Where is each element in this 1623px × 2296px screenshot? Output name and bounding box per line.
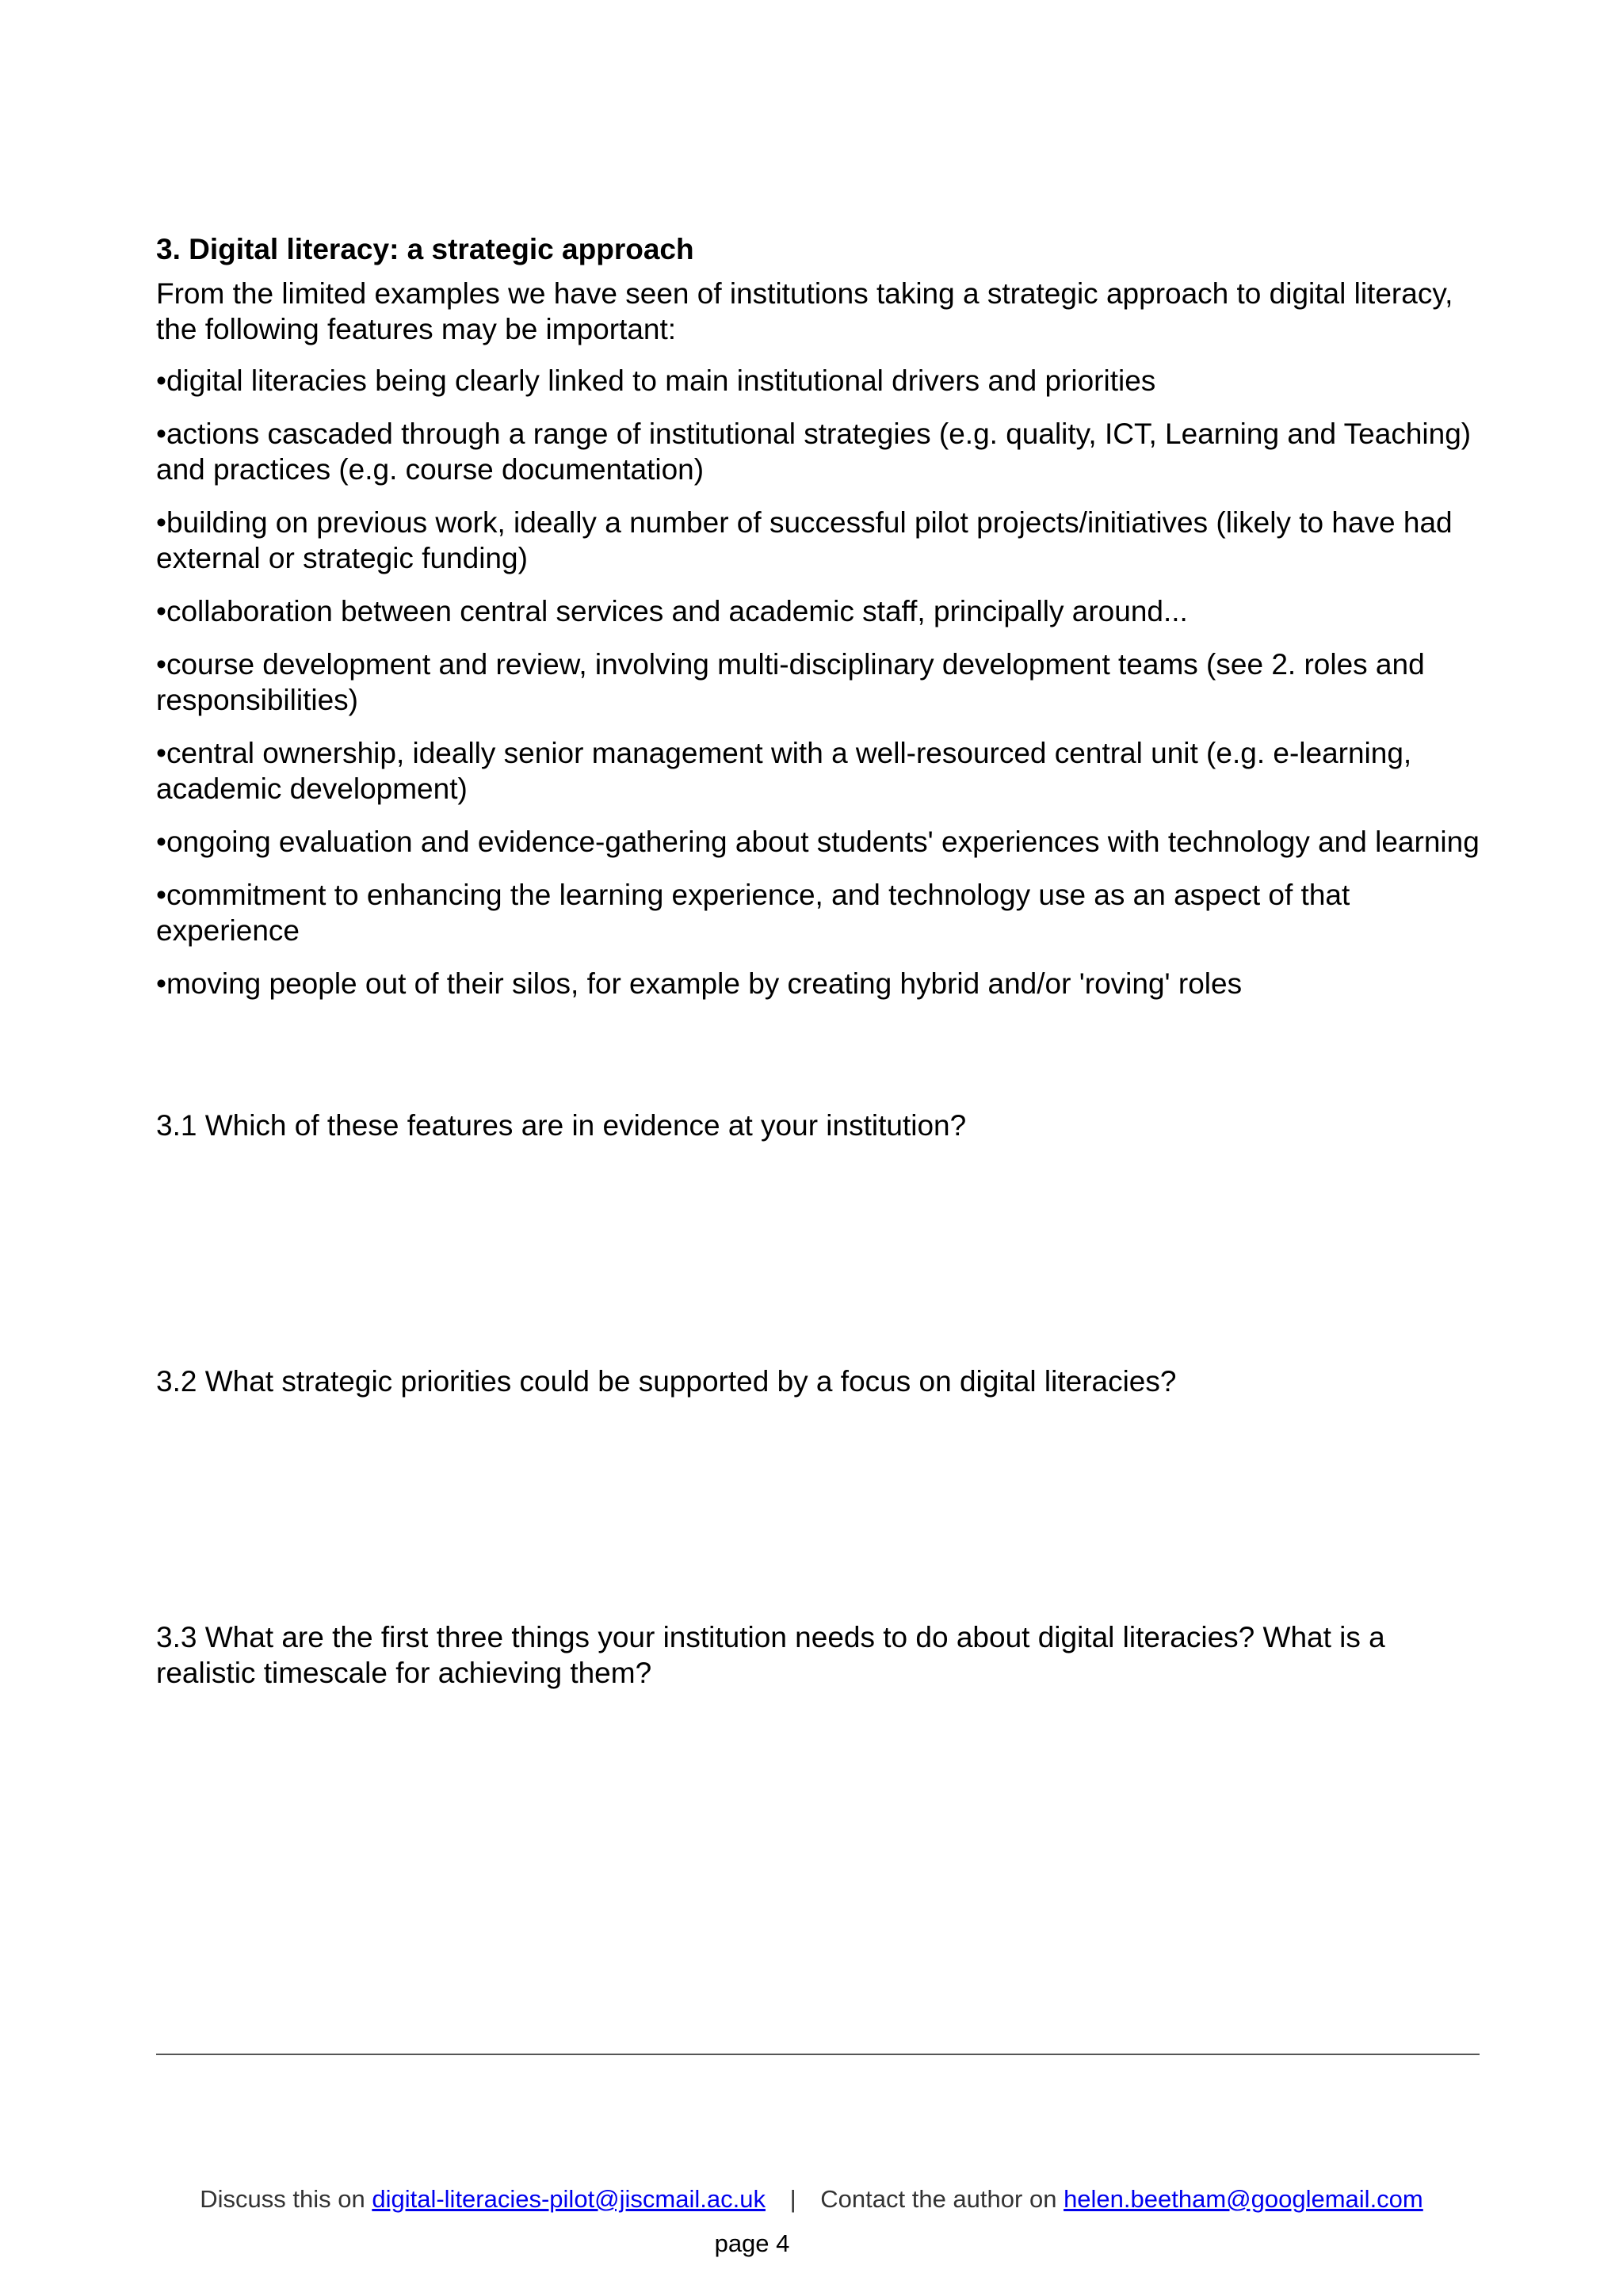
list-item-text: building on previous work, ideally a number of successful pilot projects/initiatives (likely to have had external or strategic funding) [156,506,1453,574]
list-item-text: actions cascaded through a range of institutional strategies (e.g. quality, ICT, Learning and Teaching) and practices (e.g. course documentation) [156,418,1472,486]
footer-separator: | [789,2185,796,2213]
question-3-3: 3.3 What are the first three things your institution needs to do about digital literacies? What is a realistic timescale for achieving them? [156,1621,1385,1689]
list-item [156,824,1487,860]
list-item [156,593,1487,629]
list-item [156,416,1487,487]
bullet-icon: • [156,506,166,539]
list-item-text: ongoing evaluation and evidence-gathering about students' experiences with technology and learning [166,826,1480,858]
bullet-icon: • [156,418,166,450]
list-item-text: central ownership, ideally senior management with a well-resourced central unit (e.g. e-learning, academic development) [156,737,1412,805]
discuss-prefix: Discuss this on [200,2185,365,2213]
list-item [156,646,1487,718]
bullet-icon: • [156,364,166,397]
list-item [156,966,1487,1001]
contact-prefix: Contact the author on [820,2185,1057,2213]
footer-contact [0,2183,1623,2215]
bullet-icon: • [156,648,166,681]
footer-divider [156,2054,1480,2055]
intro-paragraph: From the limited examples we have seen of institutions taking a strategic approach to digital literacy, the following features may be important: [156,277,1453,345]
bullet-icon: • [156,595,166,627]
list-item-text: digital literacies being clearly linked to main institutional drivers and priorities [166,364,1156,397]
bullet-icon: • [156,737,166,769]
list-item-text: course development and review, involving multi-disciplinary development teams (see 2. roles and responsibilities) [156,648,1425,716]
list-item [156,877,1487,948]
features-list [156,363,1487,1001]
bullet-icon: • [156,879,166,911]
question-3-2: 3.2 What strategic priorities could be supported by a focus on digital literacies? [156,1365,1177,1398]
document-body [156,230,1487,1689]
list-item-text: collaboration between central services and academic staff, principally around... [166,595,1188,627]
section-heading: 3. Digital literacy: a strategic approach [156,233,694,265]
page-number [0,2228,1623,2260]
list-item [156,735,1487,807]
list-item [156,505,1487,576]
bullet-icon: • [156,967,166,1000]
question-3-1: 3.1 Which of these features are in evidence at your institution? [156,1109,967,1142]
page-number-label: page 4 [714,2229,790,2257]
contact-email-link[interactable]: helen.beetham@googlemail.com [1064,2185,1423,2213]
discuss-email-link[interactable]: digital-literacies-pilot@jiscmail.ac.uk [372,2185,766,2213]
list-item-text: commitment to enhancing the learning experience, and technology use as an aspect of that experience [156,879,1350,947]
bullet-icon: • [156,826,166,858]
list-item [156,363,1487,399]
list-item-text: moving people out of their silos, for example by creating hybrid and/or 'roving' roles [166,967,1243,1000]
